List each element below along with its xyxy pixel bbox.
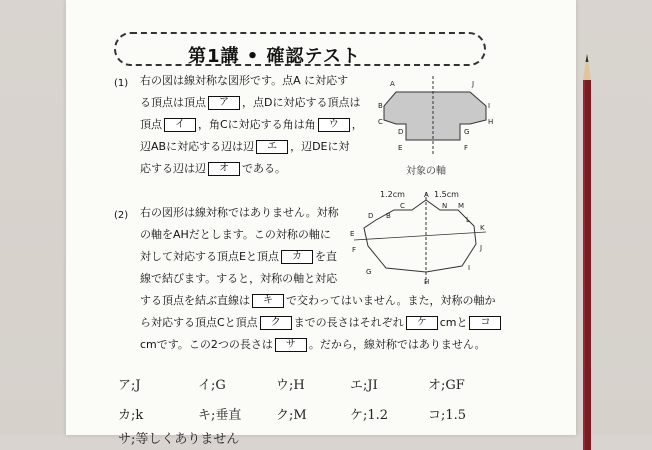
- answer-box-ko: コ: [469, 316, 501, 330]
- label-c: C: [378, 118, 383, 126]
- label-d: D: [398, 128, 404, 136]
- q2-line2: の軸をAHだとします。この対称の軸に: [140, 228, 331, 241]
- label-e: E: [398, 144, 403, 152]
- label-g: G: [464, 128, 470, 136]
- answer-9: ケ;1.2: [350, 408, 389, 423]
- svg-text:B: B: [386, 212, 391, 220]
- svg-text:A: A: [424, 191, 429, 199]
- answer-box-e: エ: [256, 140, 288, 154]
- answer-6: カ;k: [118, 408, 144, 423]
- svg-text:M: M: [458, 202, 465, 210]
- answer-box-a: ア: [208, 96, 240, 110]
- q1-line4: 辺ABに対応する辺は辺 エ ，辺DEに対: [140, 140, 350, 153]
- header-frame: [114, 32, 486, 66]
- q2-line3: 対して対応する頂点Eと頂点 カ を直: [140, 250, 337, 263]
- answer-10: コ;1.5: [428, 408, 467, 423]
- answer-8: ク;M: [276, 408, 307, 423]
- answer-3: ウ;H: [276, 378, 305, 393]
- answer-7: キ;垂直: [198, 408, 242, 423]
- answer-5: オ;GF: [428, 378, 465, 393]
- q2-text-wide: [140, 290, 560, 356]
- svg-text:J: J: [480, 244, 483, 252]
- worksheet-paper: [66, 0, 576, 447]
- q2-line5: する頂点を結ぶ直線は キ で交わってはいません。また，対称の軸か: [140, 294, 496, 307]
- q1-line2: る頂点は頂点 ア ，点Dに対応する頂点は: [140, 96, 361, 109]
- answer-box-ke: ケ: [406, 316, 438, 330]
- label-j: J: [472, 80, 475, 88]
- label-i: I: [488, 102, 491, 110]
- answer-box-ki: キ: [252, 294, 284, 308]
- answer-box-sa: サ: [275, 338, 307, 352]
- axis-caption: 対象の軸: [406, 166, 446, 177]
- svg-text:K: K: [480, 224, 485, 232]
- svg-text:N: N: [442, 202, 448, 210]
- svg-text:L: L: [466, 216, 470, 224]
- answer-2: イ;G: [198, 378, 226, 393]
- answer-box-ka: カ: [281, 250, 313, 264]
- label-b: B: [378, 102, 383, 110]
- svg-text:C: C: [400, 202, 405, 210]
- q2-line6: ら対応する頂点Cと頂点 ク までの長さはそれぞれ ケ cmと コ: [140, 312, 560, 334]
- q2-line1: 右の図形は線対称ではありません。対称: [140, 206, 339, 219]
- answer-1: ア;J: [118, 378, 141, 393]
- svg-text:D: D: [368, 212, 374, 220]
- dim-label-2: 1.5cm: [434, 190, 459, 199]
- pencil-icon: [574, 50, 600, 450]
- answer-11: サ;等しくありません: [118, 432, 240, 447]
- dim-label-1: 1.2cm: [380, 190, 405, 199]
- svg-text:I: I: [468, 264, 471, 272]
- answer-box-i: イ: [164, 118, 196, 132]
- svg-text:E: E: [350, 230, 355, 238]
- q2-line7: cmです。この2つの長さは サ 。だから，線対称ではありません。: [140, 338, 486, 351]
- answer-box-o: オ: [208, 162, 240, 176]
- q1-line3: 頂点 イ ，角Cに対応する角は角 ウ ，: [140, 118, 363, 131]
- q1-line5: 応する辺は辺 オ である。: [140, 162, 286, 175]
- q1-line1: 右の図は線対称な図形です。点A に対応す: [140, 74, 349, 87]
- label-f: F: [464, 144, 469, 152]
- q1-symmetric-figure: [376, 74, 496, 182]
- page-title: 第1講 • 確認テスト: [188, 46, 361, 67]
- answer-box-ku: ク: [260, 316, 292, 330]
- svg-text:G: G: [366, 268, 372, 276]
- q2-line4: 線で結びます。すると，対称の軸と対応: [140, 272, 338, 285]
- q2-number: (2): [114, 210, 129, 221]
- answer-box-u: ウ: [318, 118, 350, 132]
- q1-number: (1): [114, 78, 129, 89]
- svg-text:F: F: [352, 246, 357, 254]
- answer-4: エ;JI: [350, 378, 378, 393]
- label-h: H: [488, 118, 494, 126]
- svg-text:H: H: [424, 278, 430, 286]
- label-a: A: [390, 80, 395, 88]
- q2-asymmetric-figure: [346, 188, 496, 288]
